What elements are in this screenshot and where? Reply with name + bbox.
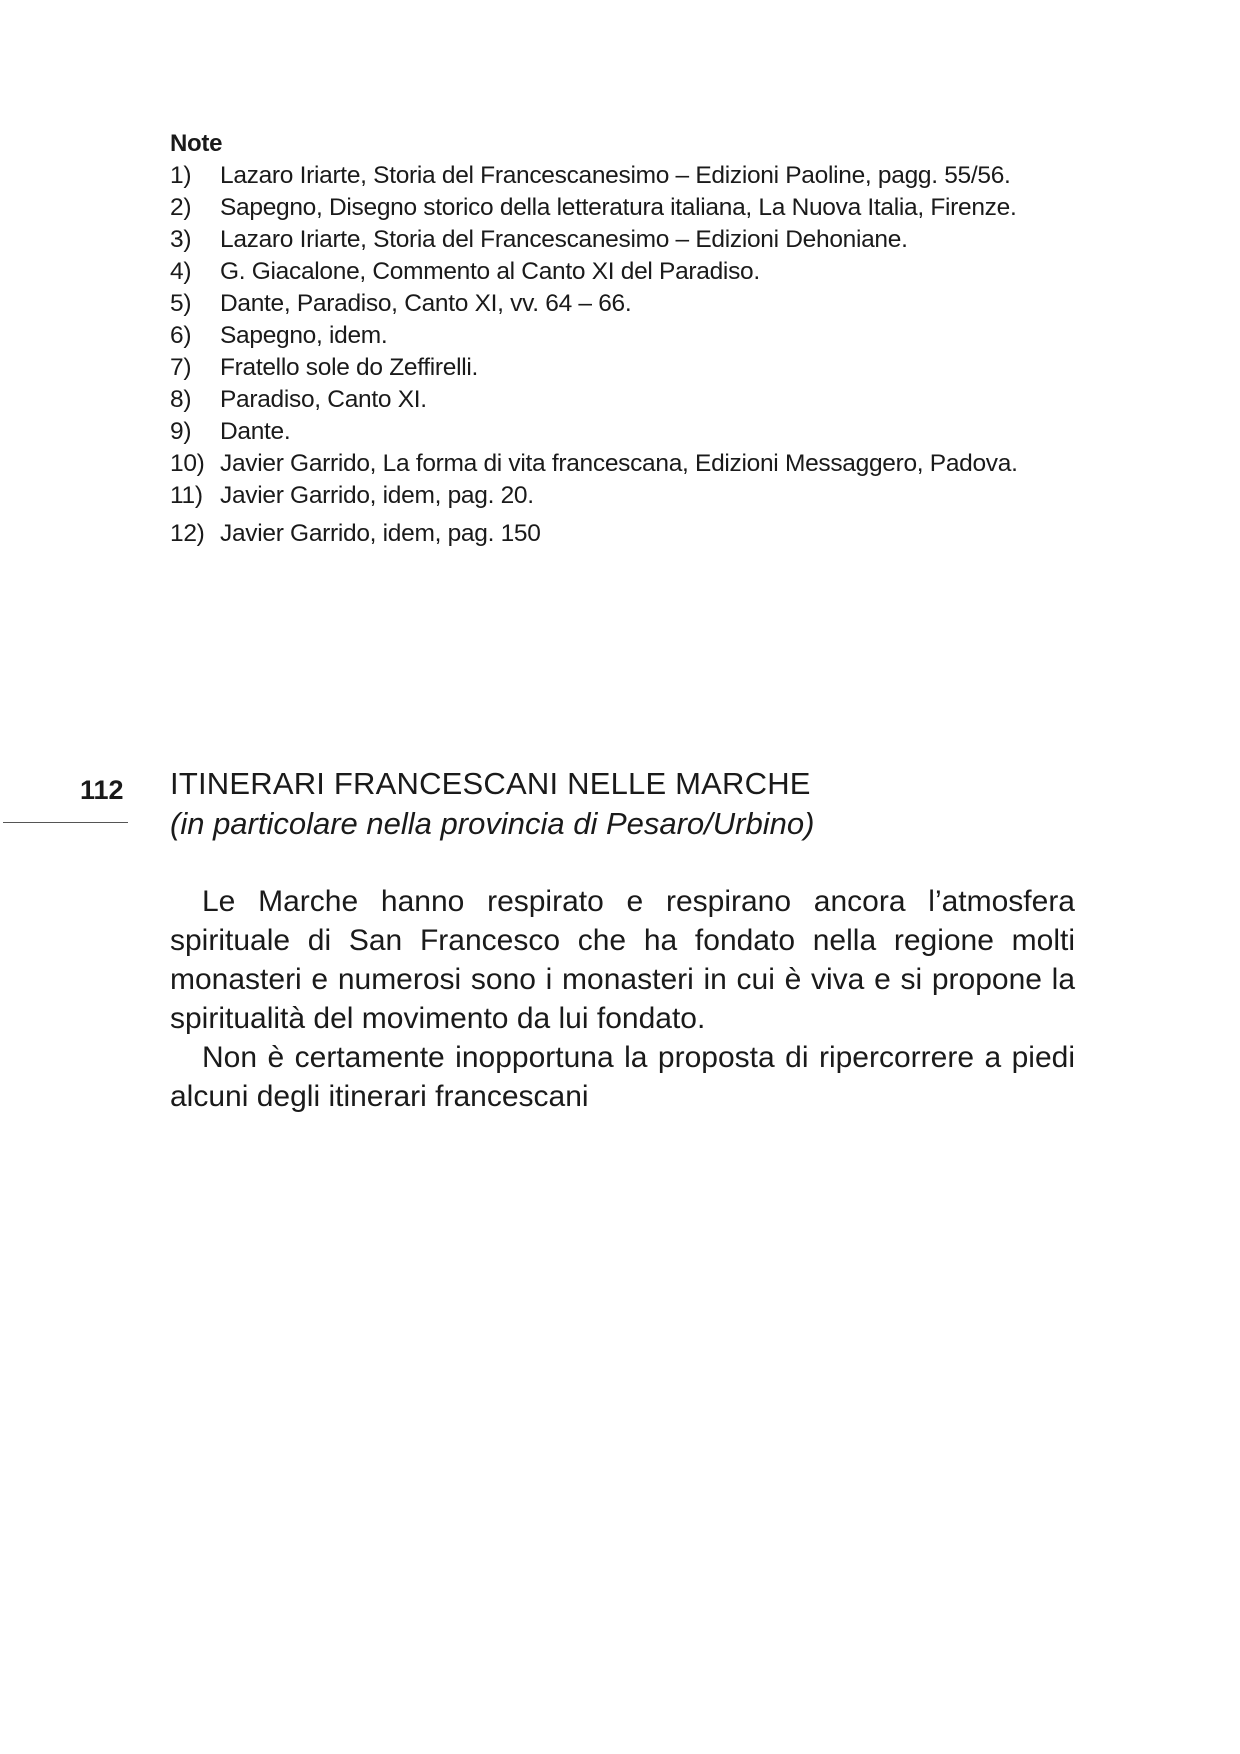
note-text: Javier Garrido, idem, pag. 20. — [220, 482, 534, 509]
note-number: 12) — [170, 520, 205, 547]
note-number: 9) — [170, 418, 192, 445]
note-item — [170, 288, 1050, 320]
note-item — [170, 320, 1050, 352]
page-number: 112 — [80, 775, 124, 805]
note-item — [170, 480, 1050, 512]
note-text: Dante, Paradiso, Canto XI, vv. 64 – 66. — [220, 290, 632, 317]
notes-section — [170, 128, 1050, 550]
note-text: Javier Garrido, La forma di vita francescana, Edizioni Messaggero, Padova. — [220, 450, 1018, 477]
note-item — [170, 384, 1050, 416]
note-number: 3) — [170, 226, 192, 253]
body-text — [170, 882, 1075, 1116]
notes-list — [170, 160, 1050, 550]
note-text: Sapegno, Disegno storico della letteratura italiana, La Nuova Italia, Firenze. — [220, 194, 1017, 221]
note-item — [170, 192, 1050, 224]
note-item — [170, 416, 1050, 448]
note-number: 6) — [170, 322, 192, 349]
note-text: Paradiso, Canto XI. — [220, 386, 427, 413]
chapter-subtitle: (in particolare nella provincia di Pesaro/Urbino) — [170, 806, 815, 841]
note-number: 11) — [170, 482, 203, 509]
note-number: 2) — [170, 194, 192, 221]
note-number: 4) — [170, 258, 192, 285]
chapter-title: ITINERARI FRANCESCANI NELLE MARCHE — [170, 766, 811, 801]
note-item — [170, 224, 1050, 256]
note-number: 1) — [170, 162, 192, 189]
note-item — [170, 256, 1050, 288]
note-text: Fratello sole do Zeffirelli. — [220, 354, 479, 381]
note-number: 8) — [170, 386, 192, 413]
note-text: Lazaro Iriarte, Storia del Francescanesimo – Edizioni Dehoniane. — [220, 226, 908, 253]
note-number: 7) — [170, 354, 192, 381]
note-number: 10) — [170, 450, 205, 477]
body-paragraph: Le Marche hanno respirato e respirano ancora l’atmosfera spirituale di San Francesco che ha fondato nella regione molti monasteri e numerosi sono i monasteri in cui è viva e si propone la spiritualità del movimento da lui fondato. — [170, 885, 1075, 1035]
note-item — [170, 160, 1050, 192]
note-text: Sapegno, idem. — [220, 322, 388, 349]
note-text: Javier Garrido, idem, pag. 150 — [220, 520, 541, 547]
note-item — [170, 448, 1050, 480]
notes-title: Note — [170, 130, 223, 157]
body-paragraph: Non è certamente inopportuna la proposta di ripercorrere a piedi alcuni degli itinerari francescani — [170, 1041, 1075, 1113]
note-text: G. Giacalone, Commento al Canto XI del Paradiso. — [220, 258, 760, 285]
note-item — [170, 518, 1050, 550]
note-text: Dante. — [220, 418, 291, 445]
note-text: Lazaro Iriarte, Storia del Francescanesimo – Edizioni Paoline, pagg. 55/56. — [220, 162, 1011, 189]
note-number: 5) — [170, 290, 192, 317]
note-item — [170, 352, 1050, 384]
page-number-rule — [3, 822, 128, 823]
